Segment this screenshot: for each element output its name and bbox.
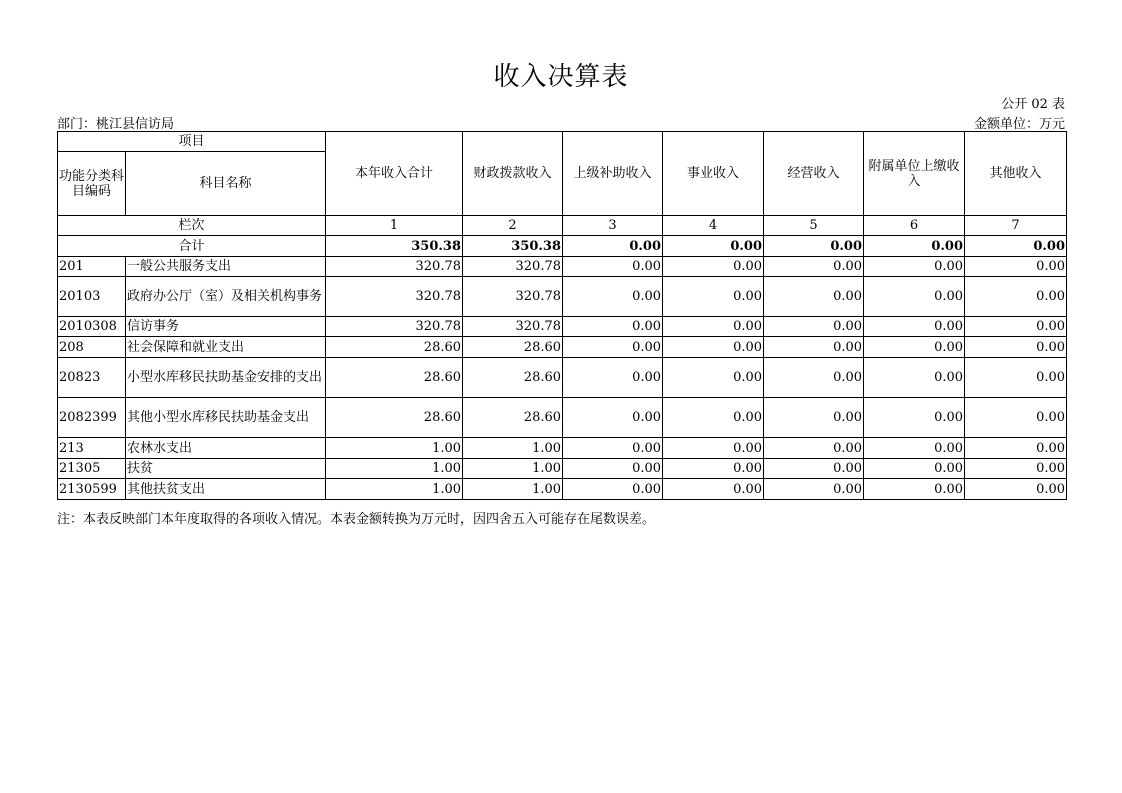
total-row	[58, 236, 1067, 257]
row-value: 0.00	[663, 257, 764, 277]
row-value: 0.00	[864, 479, 965, 500]
row-value: 0.00	[864, 317, 965, 337]
row-value: 28.60	[326, 398, 463, 438]
row-value: 28.60	[463, 337, 563, 358]
row-value: 28.60	[463, 398, 563, 438]
row-code: 21305	[58, 459, 126, 479]
col-number-5: 5	[764, 216, 864, 236]
row-value: 0.00	[563, 438, 663, 459]
header-row-1	[58, 132, 1067, 152]
unit-label: 金额单位：万元	[973, 117, 1065, 132]
row-value: 0.00	[965, 317, 1067, 337]
form-number: 公开 02 表	[1001, 97, 1065, 112]
row-code: 20103	[58, 277, 126, 317]
total-value: 350.38	[463, 236, 563, 257]
row-value: 0.00	[764, 479, 864, 500]
header-col4: 事业收入	[663, 132, 764, 216]
row-value: 0.00	[864, 337, 965, 358]
row-value: 0.00	[864, 277, 965, 317]
row-value: 0.00	[965, 257, 1067, 277]
row-value: 0.00	[965, 398, 1067, 438]
total-value: 0.00	[764, 236, 864, 257]
table-row	[58, 398, 1067, 438]
row-value: 0.00	[965, 479, 1067, 500]
row-value: 1.00	[326, 479, 463, 500]
row-value: 320.78	[463, 277, 563, 317]
row-value: 0.00	[764, 337, 864, 358]
header-col5: 经营收入	[764, 132, 864, 216]
row-name: 社会保障和就业支出	[126, 337, 326, 358]
row-code: 213	[58, 438, 126, 459]
row-value: 0.00	[663, 277, 764, 317]
row-value: 0.00	[965, 358, 1067, 398]
row-value: 0.00	[965, 277, 1067, 317]
row-value: 0.00	[663, 479, 764, 500]
row-value: 0.00	[764, 438, 864, 459]
row-name: 信访事务	[126, 317, 326, 337]
page-title: 收入决算表	[493, 62, 629, 92]
header-col7: 其他收入	[965, 132, 1067, 216]
row-value: 0.00	[864, 438, 965, 459]
row-name: 小型水库移民扶助基金安排的支出	[126, 358, 326, 398]
row-value: 0.00	[663, 459, 764, 479]
lanci-label: 栏次	[58, 216, 326, 236]
row-value: 0.00	[864, 257, 965, 277]
table-row	[58, 459, 1067, 479]
row-name: 其他扶贫支出	[126, 479, 326, 500]
col-number-2: 2	[463, 216, 563, 236]
header-code: 功能分类科目编码	[58, 152, 126, 216]
row-value: 0.00	[563, 358, 663, 398]
row-code: 2010308	[58, 317, 126, 337]
row-code: 2082399	[58, 398, 126, 438]
row-value: 1.00	[463, 459, 563, 479]
row-value: 0.00	[764, 257, 864, 277]
column-number-row	[58, 216, 1067, 236]
row-value: 0.00	[663, 358, 764, 398]
row-code: 208	[58, 337, 126, 358]
header-col1: 本年收入合计	[326, 132, 463, 216]
row-value: 0.00	[965, 438, 1067, 459]
total-value: 0.00	[663, 236, 764, 257]
row-value: 0.00	[764, 398, 864, 438]
col-number-4: 4	[663, 216, 764, 236]
header-col2: 财政拨款收入	[463, 132, 563, 216]
row-value: 320.78	[463, 317, 563, 337]
row-name: 其他小型水库移民扶助基金支出	[126, 398, 326, 438]
row-value: 0.00	[663, 438, 764, 459]
total-label: 合计	[58, 236, 326, 257]
header-project: 项目	[58, 132, 326, 152]
row-value: 320.78	[326, 277, 463, 317]
income-table	[57, 131, 1067, 500]
row-name: 农林水支出	[126, 438, 326, 459]
row-code: 20823	[58, 358, 126, 398]
total-value: 350.38	[326, 236, 463, 257]
total-value: 0.00	[864, 236, 965, 257]
total-value: 0.00	[965, 236, 1067, 257]
header-col3: 上级补助收入	[563, 132, 663, 216]
row-code: 201	[58, 257, 126, 277]
col-number-1: 1	[326, 216, 463, 236]
table-row	[58, 277, 1067, 317]
row-value: 1.00	[463, 479, 563, 500]
row-value: 28.60	[326, 358, 463, 398]
row-value: 0.00	[663, 317, 764, 337]
table-row	[58, 358, 1067, 398]
header-col6: 附属单位上缴收入	[864, 132, 965, 216]
row-value: 28.60	[326, 337, 463, 358]
row-value: 320.78	[463, 257, 563, 277]
row-value: 0.00	[965, 459, 1067, 479]
row-value: 0.00	[864, 358, 965, 398]
row-name: 扶贫	[126, 459, 326, 479]
row-value: 0.00	[764, 459, 864, 479]
row-value: 0.00	[663, 398, 764, 438]
row-value: 0.00	[563, 337, 663, 358]
row-value: 0.00	[864, 459, 965, 479]
table-row	[58, 479, 1067, 500]
row-value: 0.00	[563, 317, 663, 337]
row-value: 0.00	[663, 337, 764, 358]
row-value: 0.00	[563, 459, 663, 479]
col-number-6: 6	[864, 216, 965, 236]
row-name: 政府办公厅（室）及相关机构事务	[126, 277, 326, 317]
row-value: 320.78	[326, 257, 463, 277]
row-value: 1.00	[326, 438, 463, 459]
row-value: 0.00	[563, 398, 663, 438]
table-row	[58, 337, 1067, 358]
row-code: 2130599	[58, 479, 126, 500]
row-value: 0.00	[864, 398, 965, 438]
department-label: 部门：桃江县信访局	[57, 117, 175, 132]
row-value: 1.00	[463, 438, 563, 459]
table-row	[58, 317, 1067, 337]
footnote: 注：本表反映部门本年度取得的各项收入情况。本表金额转换为万元时，因四舍五入可能存在尾数误差。	[57, 512, 656, 527]
row-value: 1.00	[326, 459, 463, 479]
row-name: 一般公共服务支出	[126, 257, 326, 277]
row-value: 0.00	[764, 277, 864, 317]
table-row	[58, 438, 1067, 459]
row-value: 0.00	[563, 257, 663, 277]
row-value: 0.00	[563, 277, 663, 317]
col-number-3: 3	[563, 216, 663, 236]
header-name: 科目名称	[126, 152, 326, 216]
row-value: 0.00	[563, 479, 663, 500]
row-value: 0.00	[764, 358, 864, 398]
total-value: 0.00	[563, 236, 663, 257]
col-number-7: 7	[965, 216, 1067, 236]
row-value: 0.00	[965, 337, 1067, 358]
row-value: 0.00	[764, 317, 864, 337]
row-value: 28.60	[463, 358, 563, 398]
table-row	[58, 257, 1067, 277]
row-value: 320.78	[326, 317, 463, 337]
